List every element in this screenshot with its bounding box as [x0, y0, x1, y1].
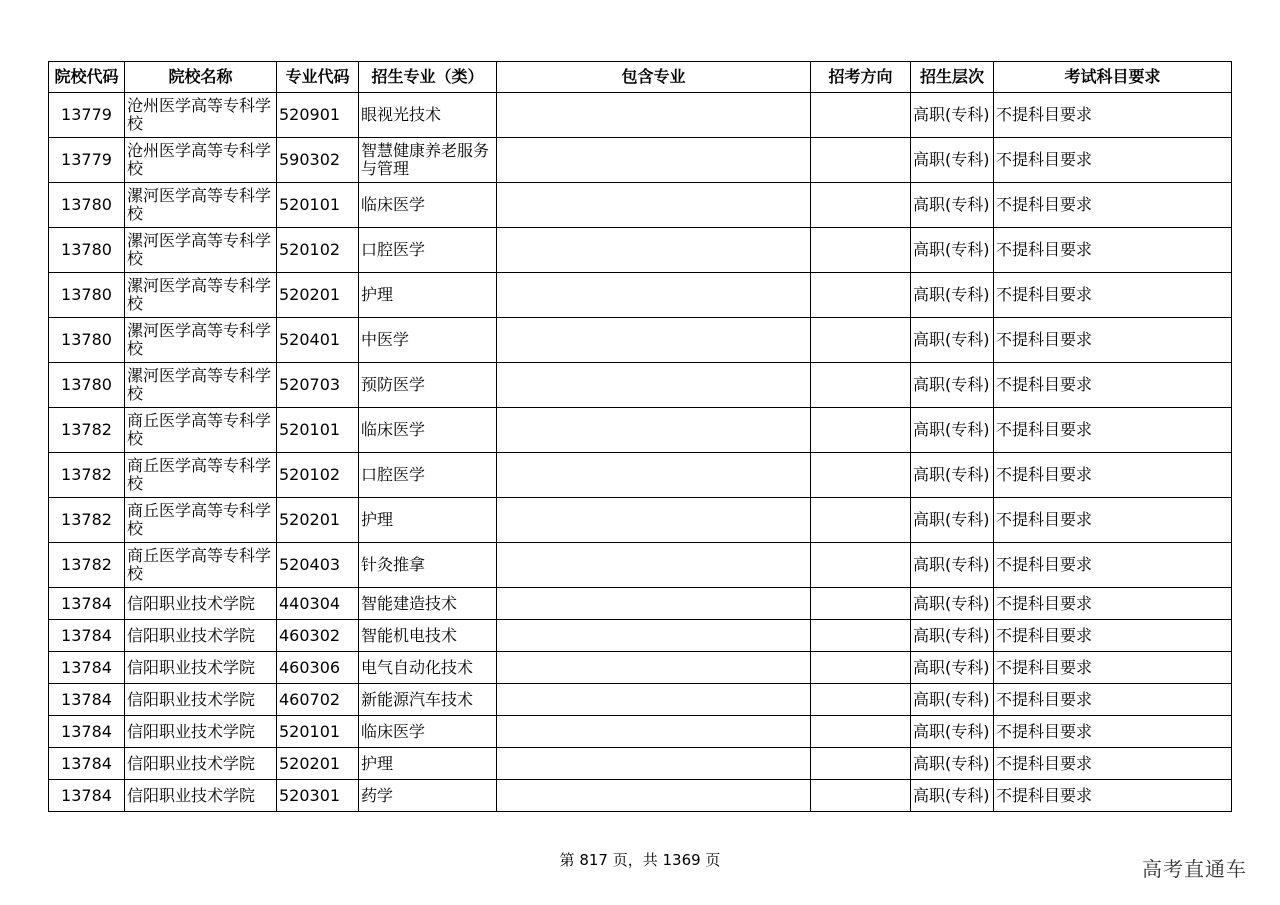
table-row [49, 543, 1232, 588]
cell-major-code: 520403 [277, 543, 359, 588]
cell-included-majors [497, 138, 811, 183]
cell-level: 高职(专科) [911, 318, 994, 363]
cell-direction [811, 228, 911, 273]
cell-major: 护理 [359, 748, 497, 780]
table-row [49, 408, 1232, 453]
cell-school-name: 信阳职业技术学院 [125, 748, 277, 780]
table-row [49, 652, 1232, 684]
cell-school-name: 信阳职业技术学院 [125, 652, 277, 684]
cell-requirement: 不提科目要求 [994, 780, 1232, 812]
cell-school-code: 13780 [49, 273, 125, 318]
cell-level: 高职(专科) [911, 748, 994, 780]
cell-school-name: 商丘医学高等专科学校 [125, 543, 277, 588]
cell-requirement: 不提科目要求 [994, 183, 1232, 228]
header-requirement: 考试科目要求 [994, 62, 1232, 93]
cell-school-code: 13782 [49, 408, 125, 453]
cell-school-code: 13780 [49, 183, 125, 228]
cell-school-code: 13782 [49, 543, 125, 588]
cell-direction [811, 93, 911, 138]
cell-major: 智慧健康养老服务与管理 [359, 138, 497, 183]
cell-level: 高职(专科) [911, 138, 994, 183]
cell-level: 高职(专科) [911, 453, 994, 498]
cell-major: 智能机电技术 [359, 620, 497, 652]
cell-direction [811, 408, 911, 453]
cell-included-majors [497, 363, 811, 408]
table-row [49, 588, 1232, 620]
cell-major-code: 520101 [277, 408, 359, 453]
cell-major-code: 460302 [277, 620, 359, 652]
cell-school-name: 漯河医学高等专科学校 [125, 318, 277, 363]
cell-major: 护理 [359, 273, 497, 318]
cell-direction [811, 453, 911, 498]
table-row [49, 620, 1232, 652]
cell-included-majors [497, 183, 811, 228]
cell-school-name: 商丘医学高等专科学校 [125, 453, 277, 498]
cell-major: 临床医学 [359, 183, 497, 228]
cell-major: 智能建造技术 [359, 588, 497, 620]
header-major: 招生专业（类） [359, 62, 497, 93]
cell-major: 眼视光技术 [359, 93, 497, 138]
cell-requirement: 不提科目要求 [994, 543, 1232, 588]
cell-included-majors [497, 620, 811, 652]
cell-direction [811, 684, 911, 716]
cell-included-majors [497, 228, 811, 273]
watermark: 高考直通车 [1142, 857, 1247, 881]
cell-school-name: 信阳职业技术学院 [125, 684, 277, 716]
cell-direction [811, 498, 911, 543]
cell-direction [811, 138, 911, 183]
cell-school-code: 13779 [49, 138, 125, 183]
cell-requirement: 不提科目要求 [994, 684, 1232, 716]
cell-school-name: 漯河医学高等专科学校 [125, 363, 277, 408]
cell-requirement: 不提科目要求 [994, 716, 1232, 748]
cell-requirement: 不提科目要求 [994, 620, 1232, 652]
cell-direction [811, 780, 911, 812]
cell-major: 口腔医学 [359, 453, 497, 498]
cell-school-name: 信阳职业技术学院 [125, 620, 277, 652]
cell-major: 药学 [359, 780, 497, 812]
cell-school-code: 13784 [49, 684, 125, 716]
header-row [49, 62, 1232, 93]
cell-major: 临床医学 [359, 716, 497, 748]
table-row [49, 498, 1232, 543]
cell-direction [811, 273, 911, 318]
cell-requirement: 不提科目要求 [994, 588, 1232, 620]
cell-direction [811, 588, 911, 620]
cell-included-majors [497, 588, 811, 620]
cell-requirement: 不提科目要求 [994, 228, 1232, 273]
cell-included-majors [497, 652, 811, 684]
cell-included-majors [497, 716, 811, 748]
cell-major-code: 520301 [277, 780, 359, 812]
table-row [49, 453, 1232, 498]
cell-school-code: 13780 [49, 363, 125, 408]
cell-level: 高职(专科) [911, 93, 994, 138]
cell-major-code: 520401 [277, 318, 359, 363]
cell-major: 临床医学 [359, 408, 497, 453]
admissions-table [48, 61, 1232, 812]
cell-school-code: 13784 [49, 748, 125, 780]
cell-school-name: 漯河医学高等专科学校 [125, 273, 277, 318]
cell-level: 高职(专科) [911, 363, 994, 408]
cell-requirement: 不提科目要求 [994, 318, 1232, 363]
header-school-code: 院校代码 [49, 62, 125, 93]
cell-direction [811, 363, 911, 408]
header-school-name: 院校名称 [125, 62, 277, 93]
table-row [49, 183, 1232, 228]
cell-school-code: 13782 [49, 498, 125, 543]
cell-school-code: 13780 [49, 228, 125, 273]
cell-level: 高职(专科) [911, 408, 994, 453]
table-row [49, 780, 1232, 812]
cell-school-code: 13780 [49, 318, 125, 363]
table-body [49, 93, 1232, 812]
cell-included-majors [497, 408, 811, 453]
cell-major-code: 460702 [277, 684, 359, 716]
cell-major-code: 520703 [277, 363, 359, 408]
cell-requirement: 不提科目要求 [994, 363, 1232, 408]
cell-level: 高职(专科) [911, 780, 994, 812]
cell-major: 口腔医学 [359, 228, 497, 273]
cell-school-code: 13782 [49, 453, 125, 498]
cell-school-name: 漯河医学高等专科学校 [125, 183, 277, 228]
cell-major-code: 460306 [277, 652, 359, 684]
cell-level: 高职(专科) [911, 183, 994, 228]
cell-major: 新能源汽车技术 [359, 684, 497, 716]
cell-included-majors [497, 93, 811, 138]
header-included-majors: 包含专业 [497, 62, 811, 93]
cell-major: 针灸推拿 [359, 543, 497, 588]
cell-school-name: 信阳职业技术学院 [125, 716, 277, 748]
cell-school-name: 商丘医学高等专科学校 [125, 498, 277, 543]
table-row [49, 93, 1232, 138]
table-row [49, 318, 1232, 363]
cell-major-code: 520201 [277, 273, 359, 318]
cell-level: 高职(专科) [911, 652, 994, 684]
cell-included-majors [497, 453, 811, 498]
table-row [49, 273, 1232, 318]
cell-level: 高职(专科) [911, 228, 994, 273]
cell-major-code: 590302 [277, 138, 359, 183]
cell-school-code: 13784 [49, 620, 125, 652]
cell-major: 电气自动化技术 [359, 652, 497, 684]
cell-requirement: 不提科目要求 [994, 748, 1232, 780]
cell-direction [811, 748, 911, 780]
cell-requirement: 不提科目要求 [994, 138, 1232, 183]
table-row [49, 138, 1232, 183]
table-row [49, 684, 1232, 716]
cell-included-majors [497, 318, 811, 363]
cell-level: 高职(专科) [911, 620, 994, 652]
cell-school-name: 沧州医学高等专科学校 [125, 138, 277, 183]
cell-level: 高职(专科) [911, 716, 994, 748]
cell-major-code: 520201 [277, 748, 359, 780]
table-row [49, 748, 1232, 780]
cell-included-majors [497, 498, 811, 543]
cell-requirement: 不提科目要求 [994, 453, 1232, 498]
table-row [49, 716, 1232, 748]
cell-school-name: 信阳职业技术学院 [125, 780, 277, 812]
cell-major-code: 520102 [277, 228, 359, 273]
cell-included-majors [497, 684, 811, 716]
cell-level: 高职(专科) [911, 498, 994, 543]
cell-direction [811, 716, 911, 748]
cell-included-majors [497, 780, 811, 812]
cell-direction [811, 652, 911, 684]
cell-level: 高职(专科) [911, 543, 994, 588]
table-row [49, 363, 1232, 408]
cell-major: 预防医学 [359, 363, 497, 408]
cell-major-code: 520102 [277, 453, 359, 498]
cell-direction [811, 318, 911, 363]
cell-level: 高职(专科) [911, 273, 994, 318]
cell-major-code: 440304 [277, 588, 359, 620]
cell-major: 护理 [359, 498, 497, 543]
cell-level: 高职(专科) [911, 588, 994, 620]
cell-level: 高职(专科) [911, 684, 994, 716]
cell-major-code: 520901 [277, 93, 359, 138]
cell-major-code: 520101 [277, 716, 359, 748]
cell-school-code: 13779 [49, 93, 125, 138]
cell-direction [811, 183, 911, 228]
cell-school-name: 漯河医学高等专科学校 [125, 228, 277, 273]
page-number: 第 817 页，共 1369 页 [559, 851, 721, 869]
cell-direction [811, 620, 911, 652]
table-row [49, 228, 1232, 273]
cell-school-code: 13784 [49, 652, 125, 684]
cell-school-code: 13784 [49, 588, 125, 620]
cell-major-code: 520201 [277, 498, 359, 543]
cell-school-name: 信阳职业技术学院 [125, 588, 277, 620]
cell-requirement: 不提科目要求 [994, 273, 1232, 318]
cell-school-code: 13784 [49, 716, 125, 748]
cell-requirement: 不提科目要求 [994, 408, 1232, 453]
cell-included-majors [497, 748, 811, 780]
header-major-code: 专业代码 [277, 62, 359, 93]
cell-school-name: 沧州医学高等专科学校 [125, 93, 277, 138]
cell-requirement: 不提科目要求 [994, 652, 1232, 684]
cell-included-majors [497, 543, 811, 588]
header-direction: 招考方向 [811, 62, 911, 93]
cell-requirement: 不提科目要求 [994, 498, 1232, 543]
cell-direction [811, 543, 911, 588]
cell-major-code: 520101 [277, 183, 359, 228]
cell-school-name: 商丘医学高等专科学校 [125, 408, 277, 453]
header-level: 招生层次 [911, 62, 994, 93]
cell-major: 中医学 [359, 318, 497, 363]
cell-requirement: 不提科目要求 [994, 93, 1232, 138]
cell-included-majors [497, 273, 811, 318]
cell-school-code: 13784 [49, 780, 125, 812]
